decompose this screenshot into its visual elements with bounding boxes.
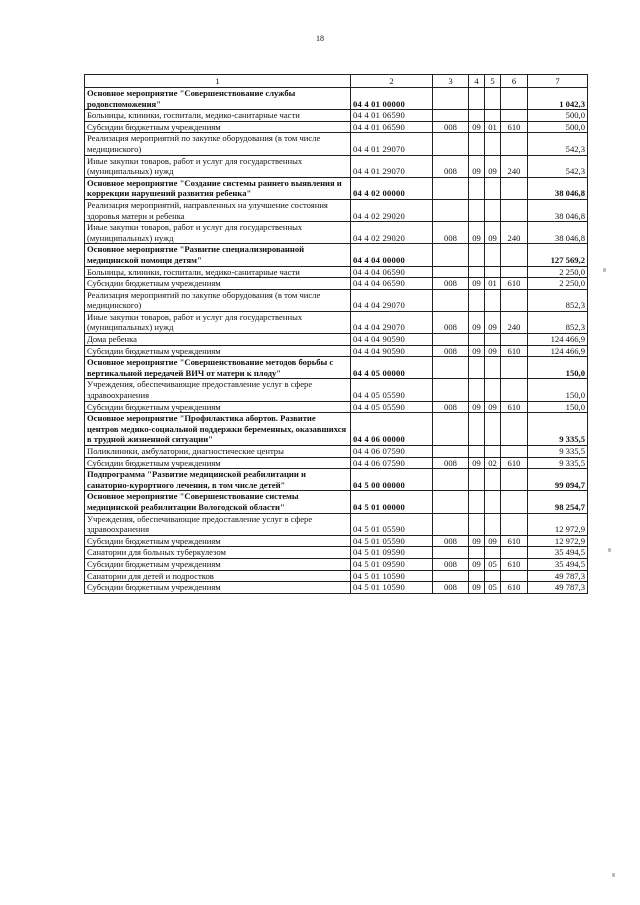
row-name: Основное мероприятие "Создание системы раннего выявления и коррекции нарушений развития ребенка" (85, 177, 351, 199)
row-col4 (469, 88, 485, 110)
row-col4: 09 (469, 457, 485, 469)
row-col3 (433, 547, 469, 559)
row-col3: 008 (433, 278, 469, 290)
row-col3 (433, 177, 469, 199)
row-col5: 01 (485, 278, 501, 290)
header-cell: 4 (469, 75, 485, 88)
table-row (85, 535, 588, 547)
row-amount: 852,3 (528, 311, 588, 333)
row-col3: 008 (433, 535, 469, 547)
row-amount: 35 494,5 (528, 547, 588, 559)
row-col6 (501, 469, 528, 491)
row-col5: 01 (485, 121, 501, 133)
row-code: 04 4 01 29070 (351, 155, 433, 177)
row-name: Субсидии бюджетным учреждениям (85, 401, 351, 413)
row-col6 (501, 244, 528, 266)
page-number: 18 (316, 34, 324, 43)
row-col5 (485, 379, 501, 401)
table-header-row (85, 75, 588, 88)
section-row (85, 357, 588, 379)
row-amount: 99 094,7 (528, 469, 588, 491)
row-col3 (433, 357, 469, 379)
row-col4: 09 (469, 535, 485, 547)
row-col5 (485, 469, 501, 491)
row-col3: 008 (433, 345, 469, 357)
row-amount: 38 046,8 (528, 177, 588, 199)
row-amount: 542,3 (528, 133, 588, 155)
row-col4 (469, 177, 485, 199)
row-name: Дома ребенка (85, 334, 351, 346)
row-code: 04 5 00 00000 (351, 469, 433, 491)
row-col6 (501, 266, 528, 278)
row-col6 (501, 357, 528, 379)
row-code: 04 4 05 05590 (351, 379, 433, 401)
row-name: Реализация мероприятий по закупке оборудования (в том числе медицинского) (85, 133, 351, 155)
scan-artifact (603, 268, 606, 272)
section-row (85, 177, 588, 199)
row-code: 04 4 04 29070 (351, 311, 433, 333)
row-col5 (485, 110, 501, 122)
row-amount: 500,0 (528, 110, 588, 122)
row-col6 (501, 413, 528, 446)
row-col3 (433, 244, 469, 266)
section-row (85, 244, 588, 266)
row-code: 04 4 04 90590 (351, 334, 433, 346)
row-col5: 09 (485, 401, 501, 413)
row-amount: 38 046,8 (528, 222, 588, 244)
section-row (85, 469, 588, 491)
row-name: Санатории для больных туберкулезом (85, 547, 351, 559)
row-col3 (433, 110, 469, 122)
row-col4: 09 (469, 345, 485, 357)
row-amount: 542,3 (528, 155, 588, 177)
row-col6 (501, 289, 528, 311)
row-name: Субсидии бюджетным учреждениям (85, 535, 351, 547)
row-col6: 240 (501, 155, 528, 177)
table-row (85, 199, 588, 221)
row-amount: 9 335,5 (528, 457, 588, 469)
header-cell: 5 (485, 75, 501, 88)
table-row (85, 278, 588, 290)
row-col5: 09 (485, 222, 501, 244)
row-amount: 12 972,9 (528, 535, 588, 547)
row-col4 (469, 570, 485, 582)
row-code: 04 4 01 29070 (351, 133, 433, 155)
row-code: 04 4 04 06590 (351, 266, 433, 278)
row-col3 (433, 413, 469, 446)
row-col4 (469, 469, 485, 491)
table-row (85, 379, 588, 401)
row-amount: 500,0 (528, 121, 588, 133)
row-amount: 2 250,0 (528, 278, 588, 290)
row-name: Санатории для детей и подростков (85, 570, 351, 582)
row-col6: 610 (501, 278, 528, 290)
row-col5 (485, 570, 501, 582)
row-name: Основное мероприятие "Развитие специализированной медицинской помощи детям" (85, 244, 351, 266)
section-row (85, 491, 588, 513)
table-row (85, 401, 588, 413)
budget-table-body (85, 75, 588, 594)
row-col5 (485, 491, 501, 513)
row-col3: 008 (433, 457, 469, 469)
row-code: 04 4 05 00000 (351, 357, 433, 379)
row-name: Субсидии бюджетным учреждениям (85, 558, 351, 570)
row-col4: 09 (469, 311, 485, 333)
row-col6 (501, 379, 528, 401)
row-name: Учреждения, обеспечивающие предоставление услуг в сфере здравоохранения (85, 513, 351, 535)
header-cell: 1 (85, 75, 351, 88)
row-col5 (485, 357, 501, 379)
row-col5: 05 (485, 582, 501, 594)
row-code: 04 4 02 00000 (351, 177, 433, 199)
row-code: 04 5 01 00000 (351, 491, 433, 513)
header-cell: 7 (528, 75, 588, 88)
row-code: 04 5 01 10590 (351, 570, 433, 582)
row-name: Больницы, клиники, госпитали, медико-санитарные части (85, 110, 351, 122)
row-col5 (485, 133, 501, 155)
row-code: 04 4 05 05590 (351, 401, 433, 413)
row-col6 (501, 199, 528, 221)
table-row (85, 345, 588, 357)
table-row (85, 582, 588, 594)
row-col6: 610 (501, 558, 528, 570)
table-row (85, 547, 588, 559)
row-name: Иные закупки товаров, работ и услуг для государственных (муниципальных) нужд (85, 311, 351, 333)
row-col4 (469, 379, 485, 401)
row-amount: 124 466,9 (528, 334, 588, 346)
table-row (85, 266, 588, 278)
row-col5: 09 (485, 155, 501, 177)
row-amount: 38 046,8 (528, 199, 588, 221)
row-amount: 1 042,3 (528, 88, 588, 110)
row-amount: 2 250,0 (528, 266, 588, 278)
row-amount: 35 494,5 (528, 558, 588, 570)
row-col3: 008 (433, 401, 469, 413)
row-code: 04 4 04 29070 (351, 289, 433, 311)
row-col4 (469, 547, 485, 559)
row-col6: 610 (501, 582, 528, 594)
row-code: 04 5 01 05590 (351, 535, 433, 547)
row-name: Реализация мероприятий, направленных на улучшение состояния здоровья матери и ребенка (85, 199, 351, 221)
row-col3 (433, 266, 469, 278)
row-name: Субсидии бюджетным учреждениям (85, 278, 351, 290)
row-col5 (485, 513, 501, 535)
row-col6: 610 (501, 401, 528, 413)
row-col5 (485, 177, 501, 199)
row-col4: 09 (469, 582, 485, 594)
row-amount: 127 569,2 (528, 244, 588, 266)
row-col6 (501, 177, 528, 199)
row-col4: 09 (469, 155, 485, 177)
row-col5: 05 (485, 558, 501, 570)
row-col6: 240 (501, 222, 528, 244)
row-name: Субсидии бюджетным учреждениям (85, 582, 351, 594)
row-name: Основное мероприятие "Профилактика абортов. Развитие центров медико-социальной поддержки беременных, оказавшихся в трудной жизненной ситуации" (85, 413, 351, 446)
row-col3: 008 (433, 222, 469, 244)
table-row (85, 334, 588, 346)
row-code: 04 4 04 06590 (351, 278, 433, 290)
table-row (85, 110, 588, 122)
budget-table (84, 74, 588, 594)
row-col4: 09 (469, 401, 485, 413)
row-col3: 008 (433, 121, 469, 133)
row-code: 04 4 01 06590 (351, 121, 433, 133)
row-amount: 98 254,7 (528, 491, 588, 513)
row-col5 (485, 334, 501, 346)
row-col5: 09 (485, 311, 501, 333)
row-code: 04 5 01 09590 (351, 558, 433, 570)
row-col3 (433, 446, 469, 458)
row-code: 04 4 06 07590 (351, 457, 433, 469)
row-col6 (501, 491, 528, 513)
row-col4 (469, 266, 485, 278)
table-row (85, 558, 588, 570)
row-col3 (433, 469, 469, 491)
table-row (85, 155, 588, 177)
row-code: 04 4 01 00000 (351, 88, 433, 110)
row-name: Основное мероприятие "Совершенствование методов борьбы с вертикальной передачей ВИЧ от матери к плоду" (85, 357, 351, 379)
row-col5 (485, 199, 501, 221)
row-amount: 9 335,5 (528, 413, 588, 446)
table-row (85, 121, 588, 133)
row-amount: 124 466,9 (528, 345, 588, 357)
row-col5 (485, 413, 501, 446)
row-code: 04 4 02 29020 (351, 222, 433, 244)
row-col6 (501, 110, 528, 122)
row-col3 (433, 334, 469, 346)
row-code: 04 5 01 05590 (351, 513, 433, 535)
row-col3 (433, 513, 469, 535)
row-col5 (485, 88, 501, 110)
row-col5 (485, 547, 501, 559)
header-cell: 2 (351, 75, 433, 88)
row-name: Больницы, клиники, госпитали, медико-санитарные части (85, 266, 351, 278)
row-name: Субсидии бюджетным учреждениям (85, 345, 351, 357)
row-col5 (485, 289, 501, 311)
row-col6: 240 (501, 311, 528, 333)
row-col4: 09 (469, 222, 485, 244)
row-col6 (501, 547, 528, 559)
row-col3: 008 (433, 582, 469, 594)
row-col3 (433, 88, 469, 110)
row-col4 (469, 289, 485, 311)
row-amount: 852,3 (528, 289, 588, 311)
table-row (85, 570, 588, 582)
row-name: Основное мероприятие "Совершенствование системы медицинской реабилитации Вологодской области" (85, 491, 351, 513)
row-name: Реализация мероприятий по закупке оборудования (в том числе медицинского) (85, 289, 351, 311)
row-col4 (469, 413, 485, 446)
row-name: Подпрограмма "Развитие медицинской реабилитации и санаторно-курортного лечения, в том числе детей" (85, 469, 351, 491)
row-name: Поликлиники, амбулатории, диагностические центры (85, 446, 351, 458)
table-row (85, 133, 588, 155)
row-col4: 09 (469, 558, 485, 570)
row-col4 (469, 334, 485, 346)
row-col5 (485, 266, 501, 278)
row-code: 04 4 06 00000 (351, 413, 433, 446)
scan-artifact (612, 873, 615, 877)
row-col3 (433, 289, 469, 311)
row-col6: 610 (501, 121, 528, 133)
row-amount: 12 972,9 (528, 513, 588, 535)
row-name: Субсидии бюджетным учреждениям (85, 121, 351, 133)
row-col6 (501, 334, 528, 346)
table-row (85, 311, 588, 333)
row-col3 (433, 133, 469, 155)
row-name: Субсидии бюджетным учреждениям (85, 457, 351, 469)
table-row (85, 222, 588, 244)
row-col6 (501, 88, 528, 110)
row-col4 (469, 513, 485, 535)
table-row (85, 446, 588, 458)
row-col4: 09 (469, 278, 485, 290)
row-name: Иные закупки товаров, работ и услуг для государственных (муниципальных) нужд (85, 222, 351, 244)
row-amount: 49 787,3 (528, 582, 588, 594)
row-col4 (469, 446, 485, 458)
row-col3 (433, 379, 469, 401)
row-code: 04 4 01 06590 (351, 110, 433, 122)
row-code: 04 4 04 00000 (351, 244, 433, 266)
row-col3: 008 (433, 155, 469, 177)
row-col4 (469, 110, 485, 122)
row-col6: 610 (501, 345, 528, 357)
row-col6 (501, 446, 528, 458)
row-code: 04 5 01 10590 (351, 582, 433, 594)
row-code: 04 4 04 90590 (351, 345, 433, 357)
row-col3 (433, 199, 469, 221)
row-col4 (469, 244, 485, 266)
header-cell: 6 (501, 75, 528, 88)
row-col4: 09 (469, 121, 485, 133)
row-col5: 09 (485, 535, 501, 547)
row-col3 (433, 570, 469, 582)
row-col5: 02 (485, 457, 501, 469)
row-amount: 150,0 (528, 401, 588, 413)
row-amount: 49 787,3 (528, 570, 588, 582)
row-col6 (501, 513, 528, 535)
row-col4 (469, 133, 485, 155)
row-amount: 150,0 (528, 379, 588, 401)
row-col5 (485, 446, 501, 458)
row-amount: 9 335,5 (528, 446, 588, 458)
row-col4 (469, 199, 485, 221)
row-code: 04 4 02 29020 (351, 199, 433, 221)
row-code: 04 5 01 09590 (351, 547, 433, 559)
row-col3: 008 (433, 558, 469, 570)
row-name: Иные закупки товаров, работ и услуг для государственных (муниципальных) нужд (85, 155, 351, 177)
row-name: Учреждения, обеспечивающие предоставление услуг в сфере здравоохранения (85, 379, 351, 401)
table-row (85, 289, 588, 311)
row-name: Основное мероприятие "Совершенствование службы родовспоможения" (85, 88, 351, 110)
table-row (85, 513, 588, 535)
row-col5 (485, 244, 501, 266)
row-col6: 610 (501, 535, 528, 547)
row-col5: 09 (485, 345, 501, 357)
section-row (85, 413, 588, 446)
table-row (85, 457, 588, 469)
row-col6 (501, 133, 528, 155)
row-col4 (469, 491, 485, 513)
row-col4 (469, 357, 485, 379)
row-amount: 150,0 (528, 357, 588, 379)
row-col6: 610 (501, 457, 528, 469)
header-cell: 3 (433, 75, 469, 88)
row-code: 04 4 06 07590 (351, 446, 433, 458)
row-col6 (501, 570, 528, 582)
scan-artifact (608, 548, 611, 552)
row-col3 (433, 491, 469, 513)
row-col3: 008 (433, 311, 469, 333)
section-row (85, 88, 588, 110)
